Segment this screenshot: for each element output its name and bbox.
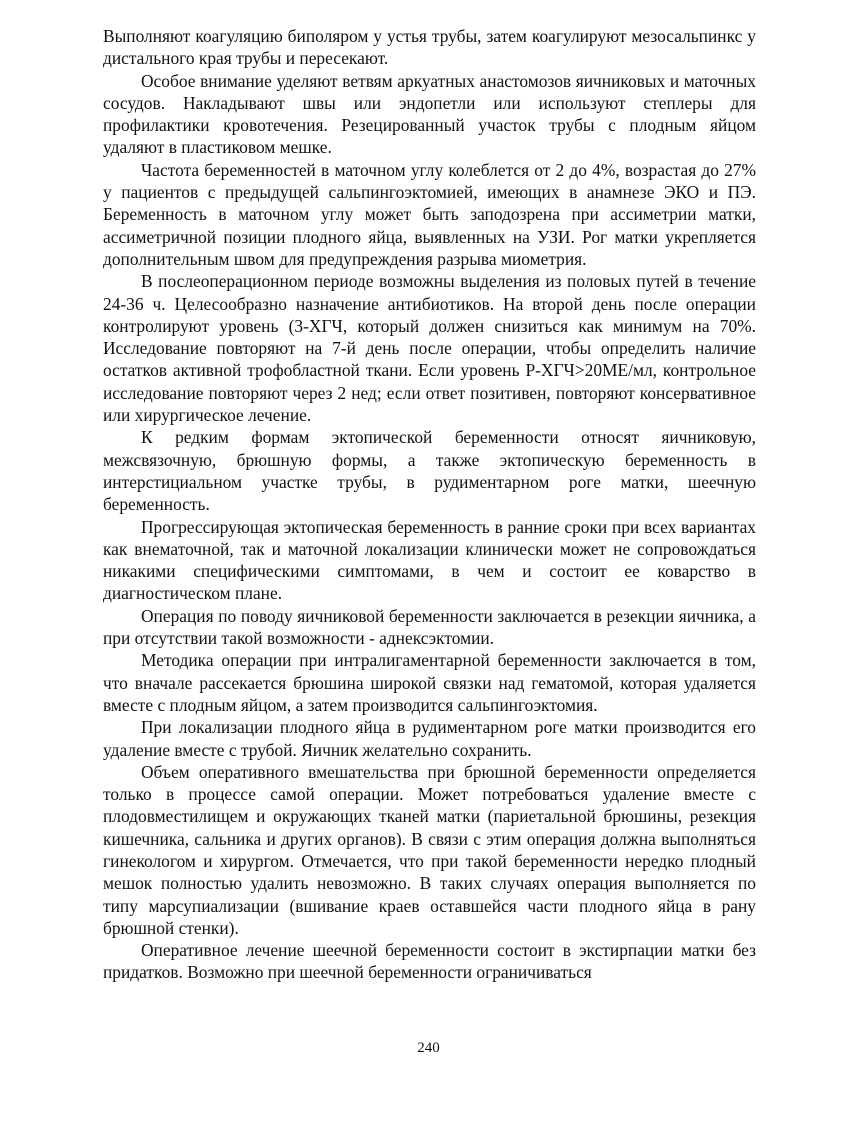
paragraph: Операция по поводу яичниковой беременности заключается в резекции яичника, а при отсутствии такой возможности - аднексэктомии. bbox=[103, 605, 756, 649]
paragraph: При локализации плодного яйца в рудиментарном роге матки производится его удаление вместе с трубой. Яичник желательно сохранить. bbox=[103, 717, 756, 760]
paragraph: Оперативное лечение шеечной беременности состоит в экстирпации матки без придатков. Возможно при шеечной беременности ограничиваться bbox=[103, 940, 756, 983]
paragraph: Объем оперативного вмешательства при брюшной беременности определяется только в процессе самой операции. Может потребоваться удаление вместе с плодовместилищем и окружающих тканей матки (париетальной брюшины, резекция кишечника, сальника и других органов). В связи с этим операция должна выполняться гинекологом и хирургом. Отмечается, что при такой беременности нередко плодный мешок полностью удалить невозможно. В таких случаях операция выполняется по типу марсупиализации (вшивание краев оставшейся части плодного яйца в рану брюшной стенки). bbox=[103, 761, 756, 938]
paragraph: Особое внимание уделяют ветвям аркуатных анастомозов яичниковых и маточных сосудов. Накладывают швы или эндопетли или используют степлеры для профилактики кровотечения. Резецированный участок трубы с плодным яйцом удаляют в пластиковом мешке. bbox=[103, 70, 756, 158]
paragraph: Методика операции при интралигаментарной беременности заключается в том, что вначале рассекается брюшина широкой связки над гематомой, которая удаляется вместе с плодным яйцом, а затем производится сальпингоэктомия. bbox=[103, 650, 756, 715]
page-body bbox=[103, 25, 756, 984]
page-number: 240 bbox=[417, 1040, 440, 1056]
paragraph: Прогрессирующая эктопическая беременность в ранние сроки при всех вариантах как внематочной, так и маточной локализации клинически может не сопровождаться никакими специфическими симптомами, в чем и состоит ее коварство в диагностическом плане. bbox=[103, 516, 756, 604]
paragraph: Выполняют коагуляцию биполяром у устья трубы, затем коагулируют мезосальпинкс у дистального края трубы и пересекают. bbox=[103, 26, 756, 69]
paragraph: В послеоперационном периоде возможны выделения из половых путей в течение 24-36 ч. Целесообразно назначение антибиотиков. На второй день после операции контролируют уровень (3-ХГЧ, который должен снизиться как минимум на 70%. Исследование повторяют на 7-й день после операции, чтобы определить наличие остатков активной трофобластной ткани. Если уровень Р-ХГЧ>20МЕ/мл, контрольное исследование повторяют через 2 нед; если ответ позитивен, повторяют консервативное или хирургическое лечение. bbox=[103, 271, 756, 426]
paragraph: Частота беременностей в маточном углу колеблется от 2 до 4%, возрастая до 27% у пациентов с предыдущей сальпингоэктомией, имеющих в анамнезе ЭКО и ПЭ. Беременность в маточном углу может быть заподозрена при ассиметрии матки, ассиметричной позиции плодного яйца, выявленных на УЗИ. Рог матки укрепляется дополнительным швом для предупреждения разрыва миометрия. bbox=[103, 159, 756, 269]
paragraph: К редким формам эктопической беременности относят яичниковую, межсвязочную, брюшную формы, а также эктопическую беременность в интерстициальном участке трубы, в рудиментарном роге матки, шеечную беременность. bbox=[103, 427, 756, 515]
